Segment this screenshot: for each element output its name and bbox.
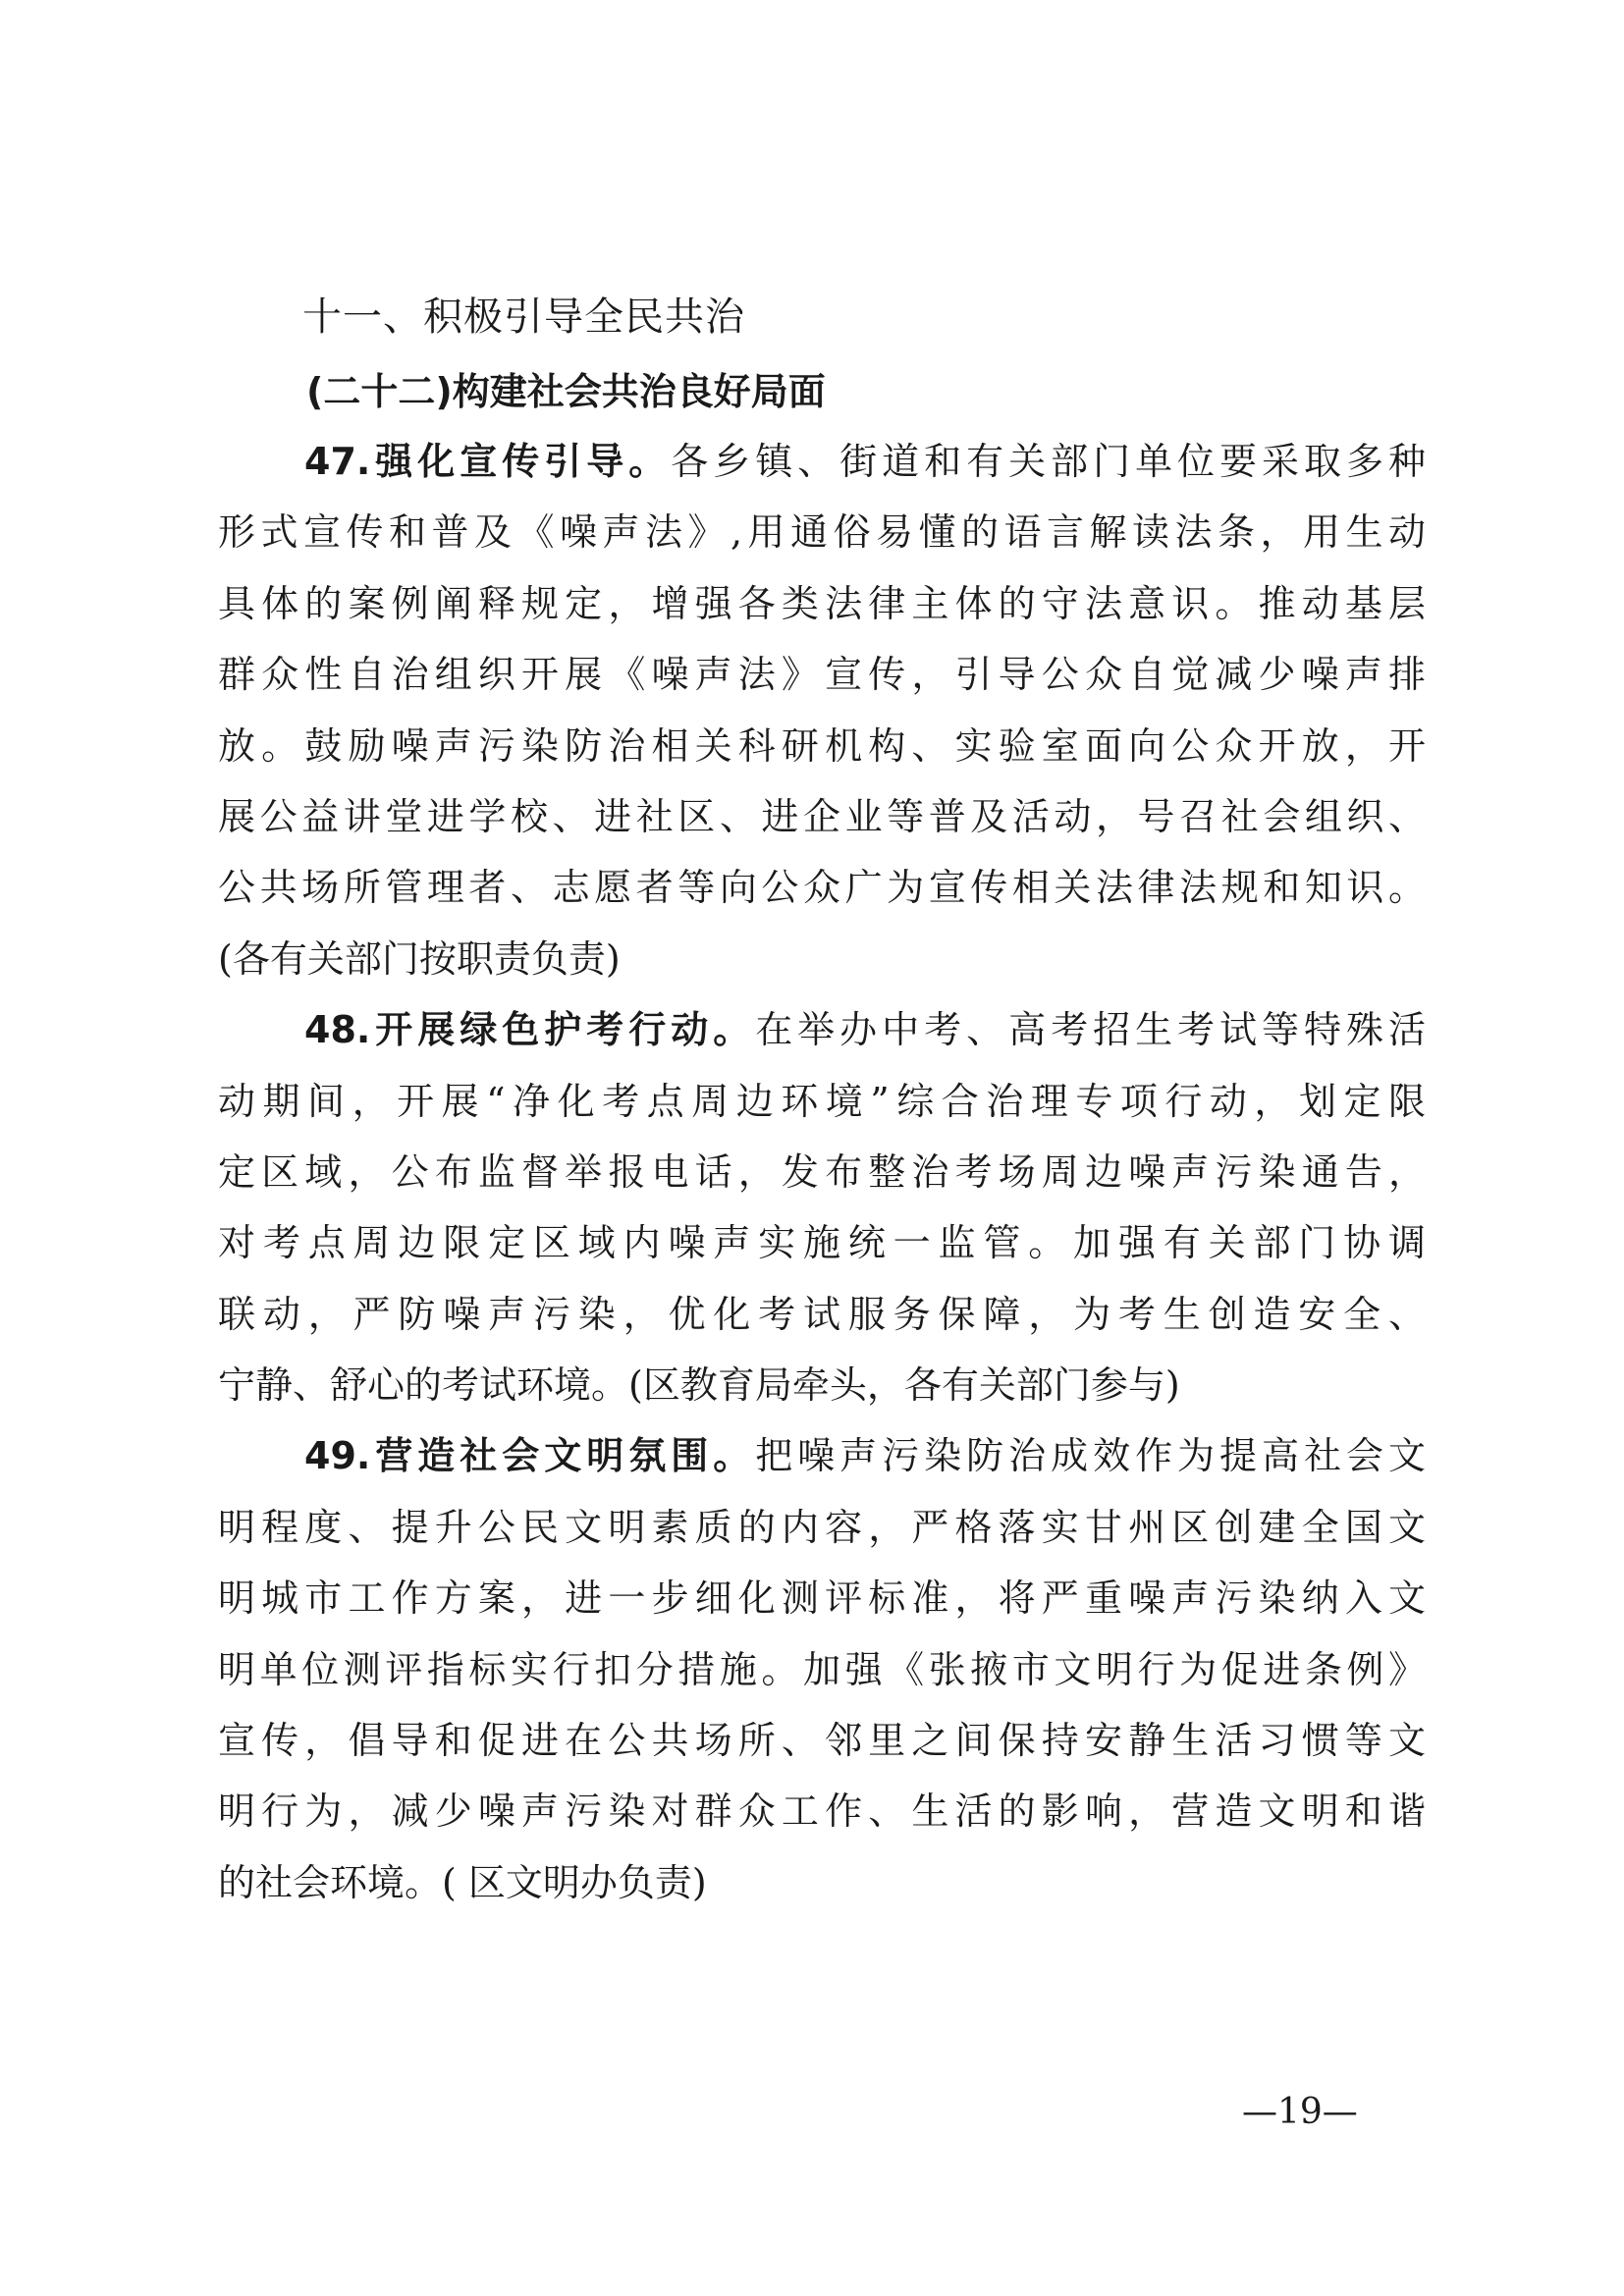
paragraph-line: 群众性自治组织开展《噪声法》宣传，引导公众自觉减少噪声排 [218,653,1426,697]
paragraph-line: 明行为，减少噪声污染对群众工作、生活的影响，营造文明和谐 [218,1789,1426,1834]
paragraph-lead: 48.开展绿色护考行动。 [304,1008,756,1052]
paragraph-line: 具体的案例阐释规定，增强各类法律主体的守法意识。推动基层 [218,581,1426,625]
paragraph-line: 明城市工作方案，进一步细化测评标准，将严重噪声污染纳入文 [218,1576,1426,1621]
paragraph-line: 形式宣传和普及《噪声法》,用通俗易懂的语言解读法条，用生动 [218,510,1426,555]
paragraph-49 [218,1430,1426,1907]
paragraph-text: 把噪声污染防治成效作为提高社会文 [755,1434,1426,1478]
subsection-heading: (二十二)构建社会共治良好局面 [306,370,826,413]
paragraph-line: 明单位测评指标实行扣分措施。加强《张掖市文明行为促进条例》 [218,1647,1426,1691]
paragraph-text: 在举办中考、高考招生考试等特殊活 [755,1008,1426,1052]
paragraph-line: (各有关部门按职责负责) [218,936,621,981]
paragraph-line: 展公益讲堂进学校、进社区、进企业等普及活动，号召社会组织、 [218,794,1426,838]
section-heading: 十一、积极引导全民共治 [302,294,745,340]
paragraph-line: 动期间，开展“净化考点周边环境”综合治理专项行动，划定限 [218,1079,1426,1123]
page-content [218,293,1426,1928]
paragraph-line: 对考点周边限定区域内噪声实施统一监管。加强有关部门协调 [218,1221,1426,1265]
paragraph-line: 明程度、提升公民文明素质的内容，严格落实甘州区创建全国文 [218,1505,1426,1549]
paragraph-lead: 49.营造社会文明氛围。 [304,1434,756,1478]
paragraph-line: 联动，严防噪声污染，优化考试服务保障，为考生创造安全、 [218,1292,1426,1336]
paragraph-line: 定区域，公布监督举报电话，发布整治考场周边噪声污染通告， [218,1149,1426,1194]
paragraph-line: 放。鼓励噪声污染防治相关科研机构、实验室面向公众开放，开 [218,723,1426,768]
paragraph-line [218,1430,1426,1481]
paragraph-47 [218,436,1426,985]
page-number: —19— [1242,2092,1358,2132]
paragraph-text: 各乡镇、街道和有关部门单位要采取多种 [671,440,1426,483]
paragraph-line: 宣传，倡导和促进在公共场所、邻里之间保持安静生活习惯等文 [218,1719,1426,1763]
paragraph-line [218,1004,1426,1055]
paragraph-line: 公共场所管理者、志愿者等向公众广为宣传相关法律法规和知识。 [218,866,1426,910]
paragraph-lead: 47.强化宣传引导。 [304,440,672,483]
paragraph-line: 宁静、舒心的考试环境。(区教育局牵头，各有关部门参与) [218,1363,1180,1408]
paragraph-line [218,436,1426,487]
paragraph-48 [218,1004,1426,1411]
paragraph-line: 的社会环境。( 区文明办负责) [218,1860,707,1904]
